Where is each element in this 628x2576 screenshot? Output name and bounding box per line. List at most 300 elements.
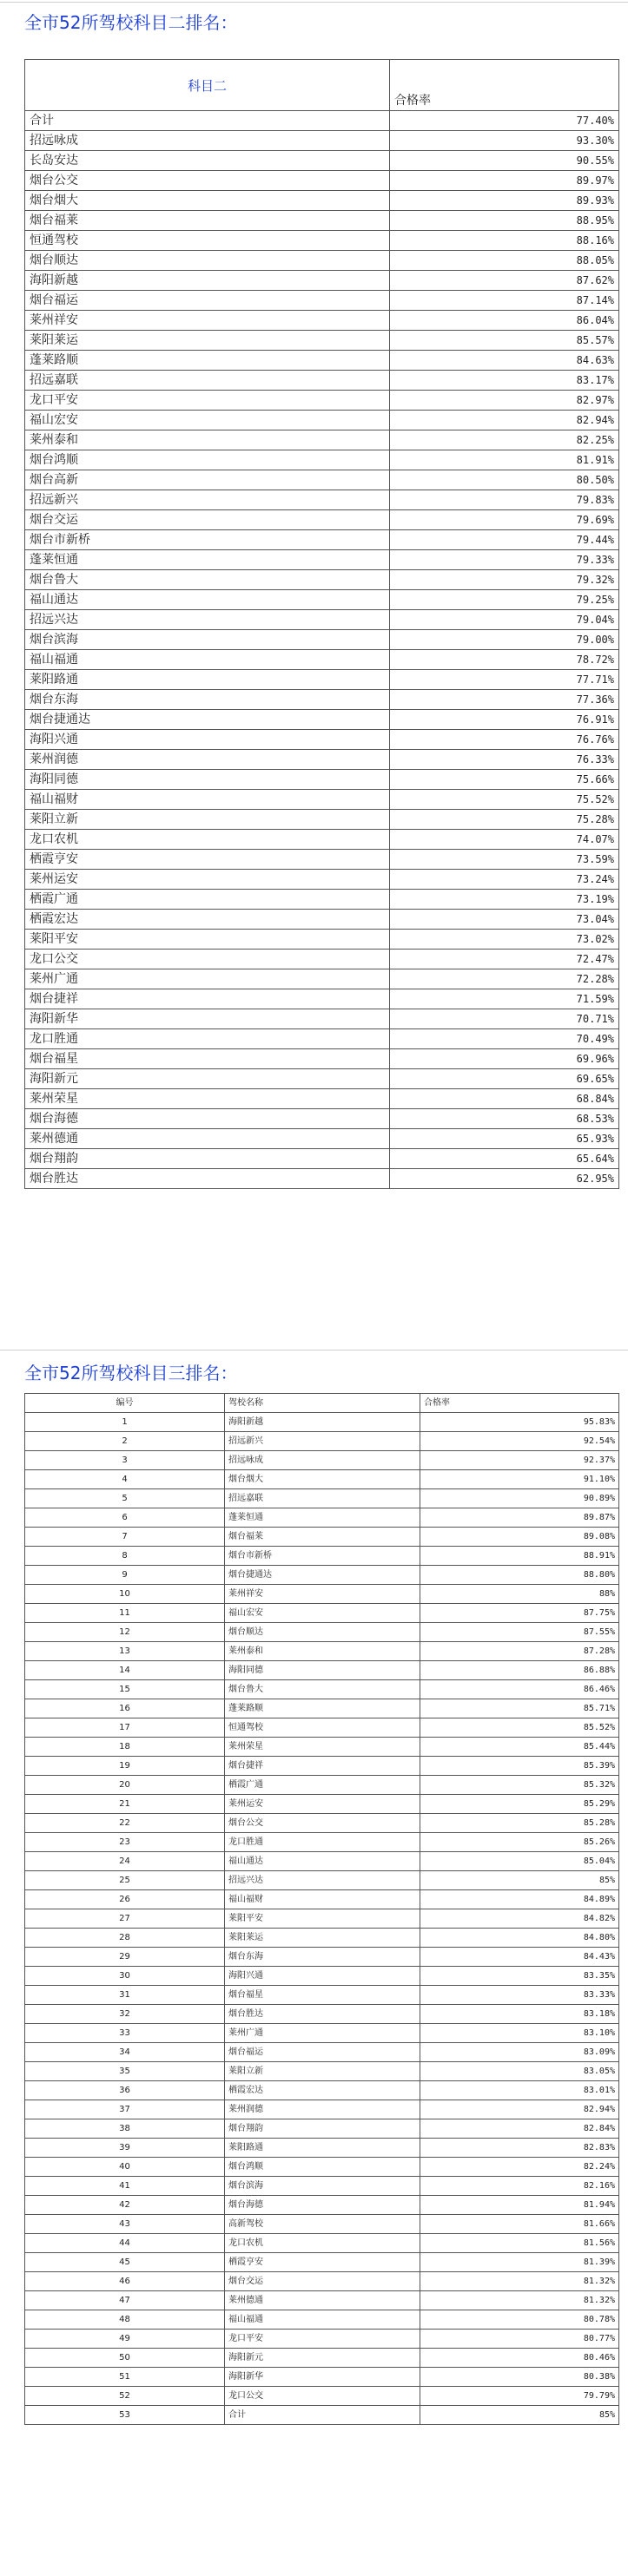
table-row bbox=[25, 1948, 619, 1967]
school-name: 烟台福莱 bbox=[225, 1528, 420, 1547]
pass-rate: 75.52% bbox=[390, 790, 619, 810]
table-row bbox=[25, 530, 619, 550]
rank-number: 12 bbox=[25, 1623, 225, 1642]
school-name: 莱州泰和 bbox=[25, 430, 390, 450]
table-row bbox=[25, 2139, 619, 2158]
pass-rate: 87.55% bbox=[420, 1623, 619, 1642]
table-row bbox=[25, 1661, 619, 1680]
pass-rate: 80.77% bbox=[420, 2330, 619, 2349]
school-name: 长岛安达 bbox=[25, 151, 390, 171]
pass-rate: 81.66% bbox=[420, 2215, 619, 2234]
school-name: 恒通驾校 bbox=[25, 231, 390, 251]
rank-number: 6 bbox=[25, 1508, 225, 1528]
pass-rate: 83.17% bbox=[390, 371, 619, 391]
table-row bbox=[25, 1508, 619, 1528]
pass-rate: 69.96% bbox=[390, 1049, 619, 1069]
pass-rate: 79.33% bbox=[390, 550, 619, 570]
pass-rate: 83.18% bbox=[420, 2005, 619, 2024]
pass-rate: 83.01% bbox=[420, 2081, 619, 2100]
rank-number: 1 bbox=[25, 1413, 225, 1432]
table-row bbox=[25, 1738, 619, 1757]
pass-rate: 85.29% bbox=[420, 1795, 619, 1814]
pass-rate: 81.39% bbox=[420, 2253, 619, 2272]
school-name: 合计 bbox=[225, 2406, 420, 2425]
table-row bbox=[25, 450, 619, 470]
table-row bbox=[25, 2387, 619, 2406]
school-name: 福山通达 bbox=[25, 590, 390, 610]
table-row bbox=[25, 1089, 619, 1109]
school-name: 莱州荣星 bbox=[25, 1089, 390, 1109]
school-name: 烟台滨海 bbox=[225, 2177, 420, 2196]
table-row bbox=[25, 391, 619, 411]
school-name: 蓬莱恒通 bbox=[225, 1508, 420, 1528]
rank-number: 38 bbox=[25, 2119, 225, 2139]
pass-rate: 72.47% bbox=[390, 950, 619, 969]
pass-rate: 83.09% bbox=[420, 2043, 619, 2062]
school-name: 烟台翔韵 bbox=[225, 2119, 420, 2139]
pass-rate: 81.94% bbox=[420, 2196, 619, 2215]
pass-rate: 89.93% bbox=[390, 191, 619, 211]
school-name: 烟台市新桥 bbox=[25, 530, 390, 550]
pass-rate: 83.05% bbox=[420, 2062, 619, 2081]
pass-rate: 85% bbox=[420, 2406, 619, 2425]
table-row bbox=[25, 351, 619, 371]
table-row bbox=[25, 1852, 619, 1871]
pass-rate: 89.08% bbox=[420, 1528, 619, 1547]
pass-rate: 82.94% bbox=[390, 411, 619, 430]
table-row bbox=[25, 131, 619, 151]
pass-rate: 86.88% bbox=[420, 1661, 619, 1680]
school-name: 烟台烟大 bbox=[225, 1470, 420, 1489]
rank-number: 20 bbox=[25, 1776, 225, 1795]
school-name: 福山福财 bbox=[25, 790, 390, 810]
rank-number: 9 bbox=[25, 1566, 225, 1585]
pass-rate: 85.32% bbox=[420, 1776, 619, 1795]
school-name: 海阳同德 bbox=[225, 1661, 420, 1680]
pass-rate: 92.54% bbox=[420, 1432, 619, 1451]
pass-rate: 92.37% bbox=[420, 1451, 619, 1470]
rank-number: 5 bbox=[25, 1489, 225, 1508]
pass-rate: 87.14% bbox=[390, 291, 619, 311]
subject3-header-row bbox=[25, 1394, 619, 1413]
pass-rate: 68.84% bbox=[390, 1089, 619, 1109]
school-name: 烟台东海 bbox=[225, 1948, 420, 1967]
pass-rate: 85.57% bbox=[390, 331, 619, 351]
table-row bbox=[25, 1413, 619, 1432]
rank-number: 27 bbox=[25, 1909, 225, 1929]
subject2-table bbox=[24, 59, 619, 1189]
pass-rate: 73.19% bbox=[390, 890, 619, 910]
pass-rate: 81.32% bbox=[420, 2272, 619, 2291]
table-row bbox=[25, 411, 619, 430]
pass-rate: 80.50% bbox=[390, 470, 619, 490]
table-row bbox=[25, 670, 619, 690]
pass-rate: 62.95% bbox=[390, 1169, 619, 1189]
rank-number: 18 bbox=[25, 1738, 225, 1757]
pass-rate: 76.91% bbox=[390, 710, 619, 730]
pass-rate: 80.46% bbox=[420, 2349, 619, 2368]
pass-rate: 84.80% bbox=[420, 1929, 619, 1948]
school-name: 海阳新元 bbox=[225, 2349, 420, 2368]
school-name: 烟台鲁大 bbox=[25, 570, 390, 590]
table-row bbox=[25, 1623, 619, 1642]
school-name: 福山福财 bbox=[225, 1890, 420, 1909]
table-row bbox=[25, 2177, 619, 2196]
table-row bbox=[25, 890, 619, 910]
school-name: 莱州运安 bbox=[225, 1795, 420, 1814]
school-name: 烟台滨海 bbox=[25, 630, 390, 650]
table-row bbox=[25, 1909, 619, 1929]
table-row bbox=[25, 1642, 619, 1661]
pass-rate: 91.10% bbox=[420, 1470, 619, 1489]
table-row bbox=[25, 1489, 619, 1508]
pass-rate: 82.84% bbox=[420, 2119, 619, 2139]
school-name: 海阳新华 bbox=[25, 1009, 390, 1029]
school-name: 莱州广通 bbox=[225, 2024, 420, 2043]
rank-number: 21 bbox=[25, 1795, 225, 1814]
school-name: 烟台海德 bbox=[225, 2196, 420, 2215]
school-name: 龙口平安 bbox=[25, 391, 390, 411]
pass-rate: 79.44% bbox=[390, 530, 619, 550]
table-row bbox=[25, 2272, 619, 2291]
table-row bbox=[25, 1718, 619, 1738]
table-row bbox=[25, 1109, 619, 1129]
table-row bbox=[25, 1149, 619, 1169]
rank-number: 36 bbox=[25, 2081, 225, 2100]
table-row bbox=[25, 2349, 619, 2368]
subject3-table-body bbox=[25, 1413, 619, 2425]
pass-rate: 79.00% bbox=[390, 630, 619, 650]
school-name: 招远咏成 bbox=[25, 131, 390, 151]
table-row bbox=[25, 1049, 619, 1069]
rank-number: 19 bbox=[25, 1757, 225, 1776]
rank-number: 8 bbox=[25, 1547, 225, 1566]
pass-rate: 84.43% bbox=[420, 1948, 619, 1967]
pass-rate: 90.55% bbox=[390, 151, 619, 171]
school-name: 莱阳莱运 bbox=[25, 331, 390, 351]
school-name: 招远咏成 bbox=[225, 1451, 420, 1470]
pass-rate: 88.80% bbox=[420, 1566, 619, 1585]
school-name: 福山通达 bbox=[225, 1852, 420, 1871]
table-row bbox=[25, 1451, 619, 1470]
table-row bbox=[25, 470, 619, 490]
table-row bbox=[25, 1967, 619, 1986]
school-name: 招远兴达 bbox=[225, 1871, 420, 1890]
pass-rate: 88.91% bbox=[420, 1547, 619, 1566]
table-row bbox=[25, 1890, 619, 1909]
school-name: 烟台福星 bbox=[225, 1986, 420, 2005]
table-row bbox=[25, 211, 619, 231]
table-row bbox=[25, 311, 619, 331]
school-name: 龙口公交 bbox=[225, 2387, 420, 2406]
pass-rate: 87.62% bbox=[390, 271, 619, 291]
rank-number: 41 bbox=[25, 2177, 225, 2196]
school-name: 蓬莱恒通 bbox=[25, 550, 390, 570]
pass-rate: 83.35% bbox=[420, 1967, 619, 1986]
rank-number: 14 bbox=[25, 1661, 225, 1680]
rank-number: 40 bbox=[25, 2158, 225, 2177]
table-row bbox=[25, 710, 619, 730]
rank-number: 51 bbox=[25, 2368, 225, 2387]
table-row bbox=[25, 1547, 619, 1566]
table-row bbox=[25, 810, 619, 830]
rank-number: 29 bbox=[25, 1948, 225, 1967]
school-name: 莱阳立新 bbox=[225, 2062, 420, 2081]
school-name: 莱阳平安 bbox=[25, 930, 390, 950]
rank-number: 50 bbox=[25, 2349, 225, 2368]
pass-rate: 85% bbox=[420, 1871, 619, 1890]
school-name: 福山福通 bbox=[225, 2310, 420, 2330]
pass-rate: 87.75% bbox=[420, 1604, 619, 1623]
table-row bbox=[25, 610, 619, 630]
rank-number: 33 bbox=[25, 2024, 225, 2043]
school-name: 莱阳路通 bbox=[25, 670, 390, 690]
school-name: 莱阳立新 bbox=[25, 810, 390, 830]
rank-number: 28 bbox=[25, 1929, 225, 1948]
school-name: 福山宏安 bbox=[25, 411, 390, 430]
school-name: 烟台福星 bbox=[25, 1049, 390, 1069]
school-name: 龙口胜通 bbox=[225, 1833, 420, 1852]
pass-rate: 79.79% bbox=[420, 2387, 619, 2406]
rank-number: 53 bbox=[25, 2406, 225, 2425]
table-row bbox=[25, 2368, 619, 2387]
rank-number: 23 bbox=[25, 1833, 225, 1852]
pass-rate: 88.16% bbox=[390, 231, 619, 251]
rank-number: 39 bbox=[25, 2139, 225, 2158]
rank-number: 22 bbox=[25, 1814, 225, 1833]
school-name: 招远新兴 bbox=[225, 1432, 420, 1451]
school-name: 龙口农机 bbox=[25, 830, 390, 850]
school-name: 烟台鸿顺 bbox=[25, 450, 390, 470]
table-row bbox=[25, 2406, 619, 2425]
school-name: 烟台顺达 bbox=[25, 251, 390, 271]
pass-rate: 95.83% bbox=[420, 1413, 619, 1432]
pass-rate: 81.56% bbox=[420, 2234, 619, 2253]
table-row bbox=[25, 331, 619, 351]
pass-rate: 78.72% bbox=[390, 650, 619, 670]
pass-rate: 70.71% bbox=[390, 1009, 619, 1029]
school-name: 烟台捷通达 bbox=[25, 710, 390, 730]
pass-rate: 77.40% bbox=[390, 111, 619, 131]
school-name: 烟台福运 bbox=[225, 2043, 420, 2062]
pass-rate: 82.94% bbox=[420, 2100, 619, 2119]
pass-rate: 79.25% bbox=[390, 590, 619, 610]
table-row bbox=[25, 1470, 619, 1489]
rank-number: 2 bbox=[25, 1432, 225, 1451]
pass-rate: 65.64% bbox=[390, 1149, 619, 1169]
pass-rate: 69.65% bbox=[390, 1069, 619, 1089]
school-name: 烟台鸿顺 bbox=[225, 2158, 420, 2177]
pass-rate: 93.30% bbox=[390, 131, 619, 151]
pass-rate: 82.24% bbox=[420, 2158, 619, 2177]
pass-rate: 77.71% bbox=[390, 670, 619, 690]
school-name: 莱州祥安 bbox=[25, 311, 390, 331]
table-row bbox=[25, 1029, 619, 1049]
pass-rate: 82.83% bbox=[420, 2139, 619, 2158]
table-row bbox=[25, 2043, 619, 2062]
school-name: 莱阳平安 bbox=[225, 1909, 420, 1929]
rank-number: 46 bbox=[25, 2272, 225, 2291]
subject2-table-body bbox=[25, 111, 619, 1189]
table-row bbox=[25, 1795, 619, 1814]
school-name: 莱州润德 bbox=[25, 750, 390, 770]
school-name: 烟台公交 bbox=[25, 171, 390, 191]
rank-number: 52 bbox=[25, 2387, 225, 2406]
pass-rate: 88.05% bbox=[390, 251, 619, 271]
table-row bbox=[25, 1833, 619, 1852]
table-row bbox=[25, 490, 619, 510]
school-name: 烟台顺达 bbox=[225, 1623, 420, 1642]
table-row bbox=[25, 1699, 619, 1718]
table-row bbox=[25, 2253, 619, 2272]
table-row bbox=[25, 2100, 619, 2119]
rank-number: 43 bbox=[25, 2215, 225, 2234]
school-name: 莱州广通 bbox=[25, 969, 390, 989]
table-row bbox=[25, 590, 619, 610]
table-row bbox=[25, 1604, 619, 1623]
table-row bbox=[25, 371, 619, 391]
rank-number: 48 bbox=[25, 2310, 225, 2330]
rank-number: 42 bbox=[25, 2196, 225, 2215]
school-name: 莱州德通 bbox=[225, 2291, 420, 2310]
table-row bbox=[25, 1814, 619, 1833]
table-row bbox=[25, 630, 619, 650]
table-row bbox=[25, 1680, 619, 1699]
table-row bbox=[25, 2196, 619, 2215]
table-row bbox=[25, 1169, 619, 1189]
school-name: 烟台烟大 bbox=[25, 191, 390, 211]
school-name: 莱州泰和 bbox=[225, 1642, 420, 1661]
school-name: 烟台捷祥 bbox=[225, 1757, 420, 1776]
pass-rate: 76.76% bbox=[390, 730, 619, 750]
school-name: 烟台胜达 bbox=[25, 1169, 390, 1189]
table-row bbox=[25, 2291, 619, 2310]
school-name: 烟台鲁大 bbox=[225, 1680, 420, 1699]
pass-rate: 79.04% bbox=[390, 610, 619, 630]
table-row bbox=[25, 171, 619, 191]
school-name: 海阳兴通 bbox=[225, 1967, 420, 1986]
school-name: 招远嘉联 bbox=[25, 371, 390, 391]
school-name: 烟台公交 bbox=[225, 1814, 420, 1833]
pass-rate: 84.63% bbox=[390, 351, 619, 371]
subject2-title: 全市52所驾校科目二排名： bbox=[24, 12, 238, 33]
school-name: 烟台交运 bbox=[225, 2272, 420, 2291]
rank-number: 3 bbox=[25, 1451, 225, 1470]
school-name: 烟台海德 bbox=[25, 1109, 390, 1129]
pass-rate: 80.38% bbox=[420, 2368, 619, 2387]
school-name: 蓬莱路顺 bbox=[25, 351, 390, 371]
school-name: 福山福通 bbox=[25, 650, 390, 670]
pass-rate: 85.04% bbox=[420, 1852, 619, 1871]
school-name: 烟台捷祥 bbox=[25, 989, 390, 1009]
rank-number: 7 bbox=[25, 1528, 225, 1547]
pass-rate: 65.93% bbox=[390, 1129, 619, 1149]
rank-number: 31 bbox=[25, 1986, 225, 2005]
school-name: 海阳同德 bbox=[25, 770, 390, 790]
school-name: 栖霞广通 bbox=[25, 890, 390, 910]
table-row bbox=[25, 251, 619, 271]
school-name: 海阳新元 bbox=[25, 1069, 390, 1089]
school-name: 莱阳莱运 bbox=[225, 1929, 420, 1948]
table-row bbox=[25, 1129, 619, 1149]
table-row bbox=[25, 2234, 619, 2253]
top-rule bbox=[0, 2, 628, 3]
pass-rate: 79.32% bbox=[390, 570, 619, 590]
school-name: 烟台交运 bbox=[25, 510, 390, 530]
school-name: 合计 bbox=[25, 111, 390, 131]
school-name: 海阳兴通 bbox=[25, 730, 390, 750]
pass-rate: 70.49% bbox=[390, 1029, 619, 1049]
pass-rate: 68.53% bbox=[390, 1109, 619, 1129]
pass-rate: 85.26% bbox=[420, 1833, 619, 1852]
school-name: 龙口平安 bbox=[225, 2330, 420, 2349]
pass-rate: 75.28% bbox=[390, 810, 619, 830]
table-row bbox=[25, 2062, 619, 2081]
table-row bbox=[25, 2119, 619, 2139]
rank-number: 15 bbox=[25, 1680, 225, 1699]
table-row bbox=[25, 850, 619, 870]
pass-rate: 84.89% bbox=[420, 1890, 619, 1909]
school-name: 烟台翔韵 bbox=[25, 1149, 390, 1169]
subject2-header-subject: 科目二 bbox=[25, 60, 390, 111]
rank-number: 32 bbox=[25, 2005, 225, 2024]
school-name: 恒通驾校 bbox=[225, 1718, 420, 1738]
table-row bbox=[25, 1757, 619, 1776]
table-row bbox=[25, 2310, 619, 2330]
rank-number: 17 bbox=[25, 1718, 225, 1738]
pass-rate: 81.32% bbox=[420, 2291, 619, 2310]
pass-rate: 82.16% bbox=[420, 2177, 619, 2196]
table-row bbox=[25, 770, 619, 790]
pass-rate: 83.33% bbox=[420, 1986, 619, 2005]
school-name: 烟台胜达 bbox=[225, 2005, 420, 2024]
table-row bbox=[25, 930, 619, 950]
subject2-header-row bbox=[25, 60, 619, 111]
school-name: 莱州润德 bbox=[225, 2100, 420, 2119]
school-name: 招远新兴 bbox=[25, 490, 390, 510]
rank-number: 11 bbox=[25, 1604, 225, 1623]
school-name: 莱州荣星 bbox=[225, 1738, 420, 1757]
table-row bbox=[25, 271, 619, 291]
table-row bbox=[25, 1566, 619, 1585]
pass-rate: 77.36% bbox=[390, 690, 619, 710]
table-row bbox=[25, 650, 619, 670]
table-row bbox=[25, 750, 619, 770]
school-name: 烟台福运 bbox=[25, 291, 390, 311]
rank-number: 26 bbox=[25, 1890, 225, 1909]
school-name: 龙口公交 bbox=[25, 950, 390, 969]
pass-rate: 75.66% bbox=[390, 770, 619, 790]
pass-rate: 80.78% bbox=[420, 2310, 619, 2330]
table-row bbox=[25, 1432, 619, 1451]
pass-rate: 82.97% bbox=[390, 391, 619, 411]
pass-rate: 82.25% bbox=[390, 430, 619, 450]
table-row bbox=[25, 2081, 619, 2100]
pass-rate: 90.89% bbox=[420, 1489, 619, 1508]
subject3-header-school: 驾校名称 bbox=[225, 1394, 420, 1413]
school-name: 烟台高新 bbox=[25, 470, 390, 490]
subject2-header-rate: 合格率 bbox=[390, 60, 619, 111]
table-row bbox=[25, 1929, 619, 1948]
table-row bbox=[25, 730, 619, 750]
rank-number: 45 bbox=[25, 2253, 225, 2272]
pass-rate: 73.02% bbox=[390, 930, 619, 950]
rank-number: 49 bbox=[25, 2330, 225, 2349]
pass-rate: 89.87% bbox=[420, 1508, 619, 1528]
pass-rate: 85.52% bbox=[420, 1718, 619, 1738]
rank-number: 30 bbox=[25, 1967, 225, 1986]
pass-rate: 72.28% bbox=[390, 969, 619, 989]
